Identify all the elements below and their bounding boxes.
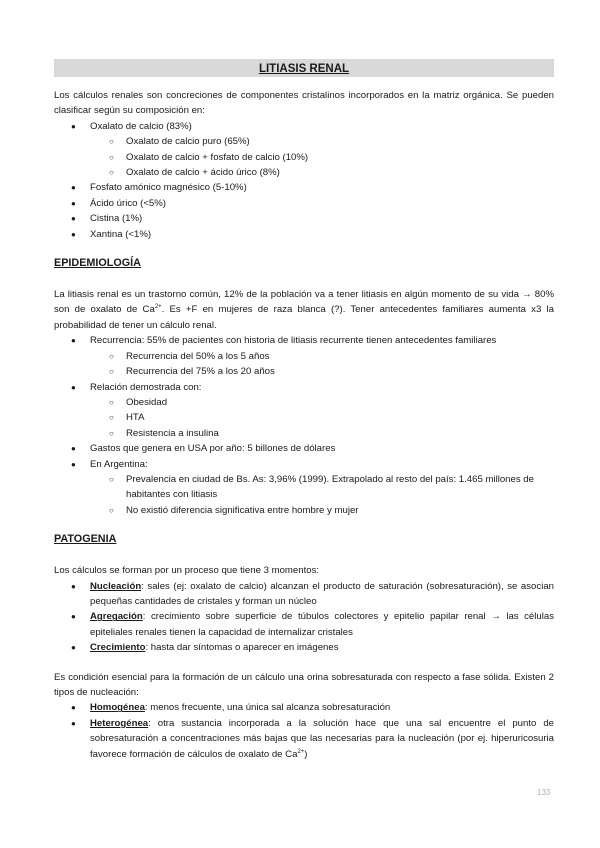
list-item: ● Agregación: crecimiento sobre superficie de túbulos colectores y epitelio papilar renal → las células epiteliales renales tienen la capacidad de internalizar cristales	[54, 609, 554, 640]
sublist	[90, 395, 554, 441]
list-item: ● Oxalato de calcio (83%) ○ Oxalato de calcio puro (65%) ○ Oxalato de calcio + fosfato de calcio (10%) ○ Oxalato de calcio + ácido úrico (8%)	[54, 119, 554, 181]
list-item: ○ No existió diferencia significativa entre hombre y mujer	[54, 503, 554, 518]
list-item: ○ Obesidad	[54, 395, 554, 410]
list-item: ○ Prevalencia en ciudad de Bs. As: 3,96% (1999). Extrapolado al resto del país: 1.465 millones de habitantes con litiasis	[54, 472, 554, 503]
nucleation-paragraph: Es condición esencial para la formación de un cálculo una orina sobresaturada con respecto a fase sólida. Existen 2 tipos de nucleación:	[54, 671, 554, 698]
nucleation-types	[54, 700, 554, 762]
list-item: ● En Argentina: ○ Prevalencia en ciudad de Bs. As: 3,96% (1999). Extrapolado al resto del país: 1.465 millones de habitantes con litiasis ○ No existió diferencia significativa entre hombre y mujer	[54, 457, 554, 519]
list-item: ○ Oxalato de calcio + fosfato de calcio (10%)	[54, 150, 554, 165]
intro-paragraph: Los cálculos renales son concreciones de componentes cristalinos incorporados en la matriz orgánica. Se pueden clasificar según su composición en:	[54, 90, 554, 117]
section-heading-epidemiologia: EPIDEMIOLOGÍA	[54, 257, 141, 270]
list-item: ○ HTA	[54, 410, 554, 425]
list-item: ○ Oxalato de calcio + ácido úrico (8%)	[54, 165, 554, 180]
list-item: ● Fosfato amónico magnésico (5-10%)	[54, 180, 554, 195]
page-title: LITIASIS RENAL	[258, 63, 350, 75]
list-item: ○ Recurrencia del 75% a los 20 años	[54, 364, 554, 379]
sublist	[90, 472, 554, 518]
document-body	[54, 88, 554, 762]
patogenia-intro: Los cálculos se forman por un proceso que tiene 3 momentos:	[54, 565, 320, 577]
title-bar	[54, 59, 554, 77]
list-item: ● Gastos que genera en USA por año: 5 billones de dólares	[54, 441, 554, 456]
list-item: ● Recurrencia: 55% de pacientes con historia de litiasis recurrente tienen antecedentes familiares ○ Recurrencia del 50% a los 5 años ○ Recurrencia del 75% a los 20 años	[54, 333, 554, 379]
list-item: ● Heterogénea: otra sustancia incorporada a la solución hace que una sal encuentre el punto de sobresaturación a concentraciones más bajas que las necesarias para la nucleación (por ej. hiperuricosuria favorece formación de cálculos de oxalato de $Ca^{2+}$)	[54, 716, 554, 762]
list-item: ○ Resistencia a insulina	[54, 426, 554, 441]
epidemiologia-paragraph: La litiasis renal es un trastorno común, 12% de la población va a tener litiasis en algún momento de su vida → 80% son de oxalato de $Ca^{2+}$. Es +F en mujeres de raza blanca (?). Tener antecedentes familiares aumenta x3 la probabilidad de tener un cálculo renal.	[54, 289, 554, 331]
page-number: 133	[537, 788, 551, 797]
list-item: ○ Oxalato de calcio puro (65%)	[54, 134, 554, 149]
sublist	[90, 134, 554, 180]
patogenia-steps	[54, 579, 554, 656]
epidemiologia-list	[54, 333, 554, 518]
list-item: ● Xantina (<1%)	[54, 227, 554, 242]
section-heading-patogenia: PATOGENIA	[54, 533, 117, 546]
composition-list	[54, 119, 554, 242]
list-item: ● Homogénea: menos frecuente, una única sal alcanza sobresaturación	[54, 700, 554, 715]
list-item: ● Crecimiento: hasta dar síntomas o aparecer en imágenes	[54, 640, 554, 655]
list-item: ● Nucleación: sales (ej: oxalato de calcio) alcanzan el producto de saturación (sobresaturación), se asocian pequeñas cantidades de cristales y forman un núcleo	[54, 579, 554, 610]
list-item: ○ Recurrencia del 50% a los 5 años	[54, 349, 554, 364]
sublist	[90, 349, 554, 380]
list-item: ● Ácido úrico (<5%)	[54, 196, 554, 211]
list-item: ● Cistina (1%)	[54, 211, 554, 226]
list-item: ● Relación demostrada con: ○ Obesidad ○ HTA ○ Resistencia a insulina	[54, 380, 554, 442]
